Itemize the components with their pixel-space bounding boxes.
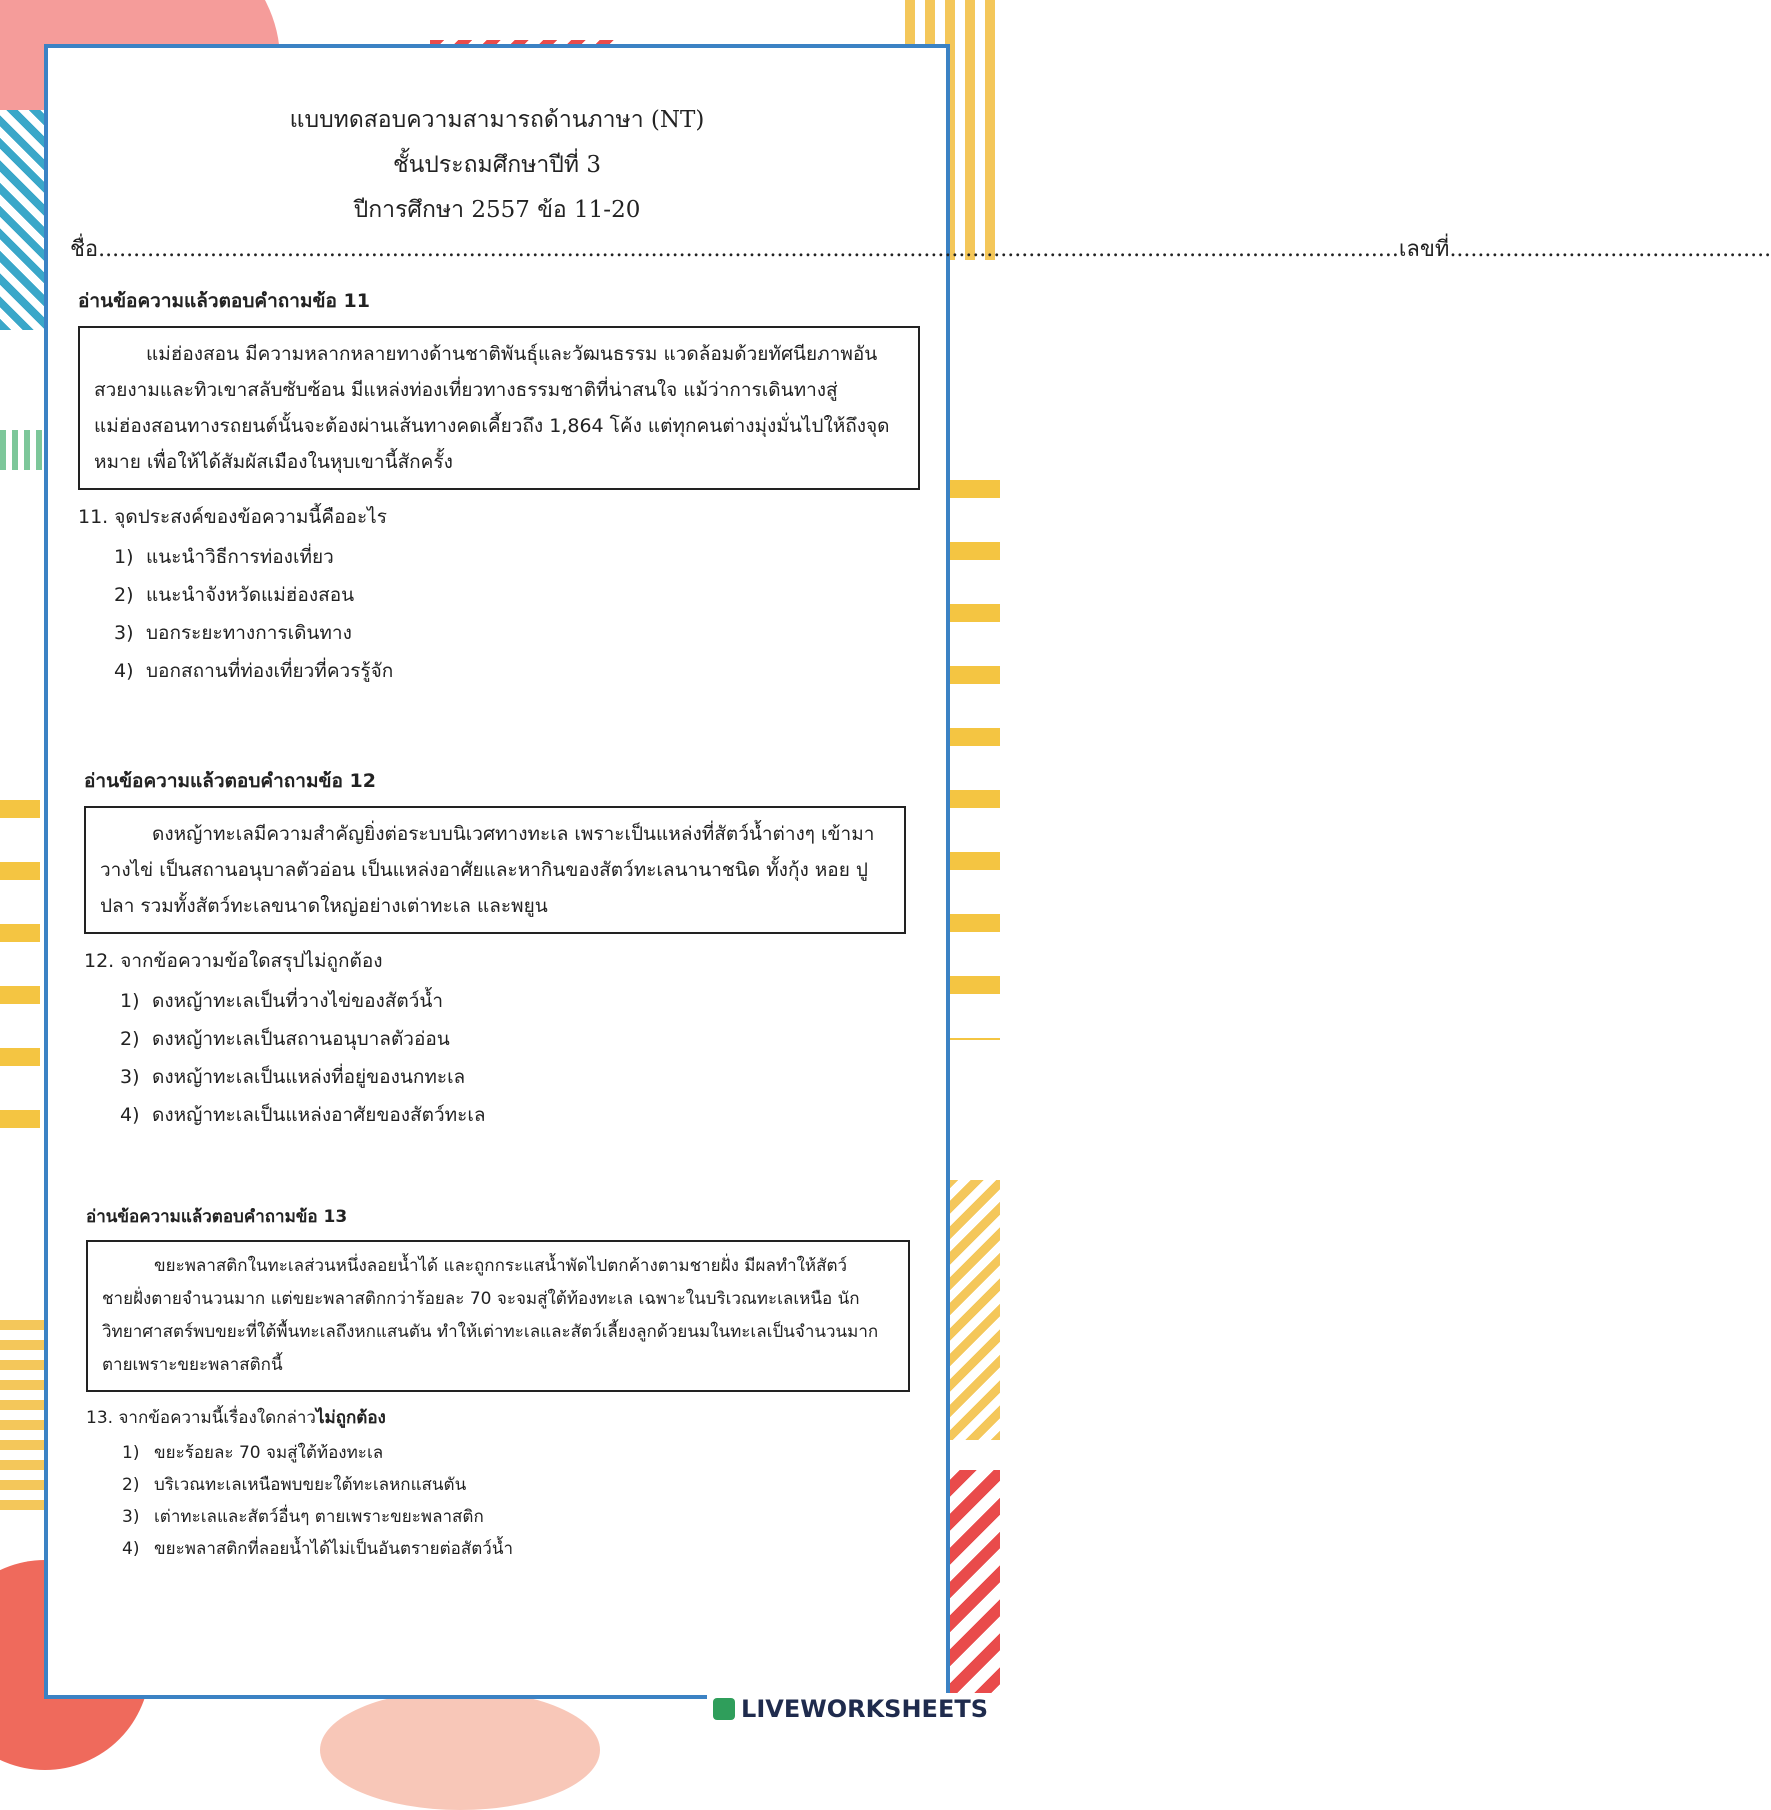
choice-option[interactable]: 4) ขยะพลาสติกที่ลอยน้ำได้ไม่เป็นอันตรายต่อสัตว์น้ำ <box>122 1539 514 1559</box>
section-title: อ่านข้อความแล้วตอบคำถามข้อ 11 <box>78 290 370 312</box>
question-section-12 <box>84 766 906 1134</box>
reading-passage: แม่ฮ่องสอน มีความหลากหลายทางด้านชาติพันธุ์และวัฒนธรรม แวดล้อมด้วยทัศนียภาพอันสวยงามและทิวเขาสลับซับซ้อน มีแหล่งท่องเที่ยวทางธรรมชาติที่น่าสนใจ แม้ว่าการเดินทางสู่แม่ฮ่องสอนทางรถยนต์นั้นจะต้องผ่านเส้นทางคดเคี้ยวถึง 1,864 โค้ง แต่ทุกคนต่างมุ่งมั่นไปให้ถึงจุดหมาย เพื่อให้ได้สัมผัสเมืองในหุบเขานี้สักครั้ง <box>78 326 920 490</box>
grade-label: ชั้นประถมศึกษาปีที่ 3 <box>392 152 602 178</box>
choice-option[interactable]: 2) ดงหญ้าทะเลเป็นสถานอนุบาลตัวอ่อน <box>120 1028 450 1050</box>
worksheet-header <box>48 98 946 233</box>
worksheet-title: แบบทดสอบความสามารถด้านภาษา (NT) <box>289 107 705 133</box>
question-text: 12. จากข้อความข้อใดสรุปไม่ถูกต้อง <box>84 950 383 972</box>
choice-option[interactable]: 1) ขยะร้อยละ 70 จมสู่ใต้ท้องทะเล <box>122 1443 384 1463</box>
choice-option[interactable]: 2) บริเวณทะเลเหนือพบขยะใต้ทะเลหกแสนตัน <box>122 1475 467 1495</box>
choice-list <box>84 982 906 1134</box>
reading-passage: ขยะพลาสติกในทะเลส่วนหนึ่งลอยน้ำได้ และถูกกระแสน้ำพัดไปตกค้างตามชายฝั่ง มีผลทำให้สัตว์ชายฝั่งตายจำนวนมาก แต่ขยะพลาสติกกว่าร้อยละ 70 จะจมสู่ใต้ท้องทะเล เฉพาะในบริเวณทะเลเหนือ นักวิทยาศาสตร์พบขยะที่ใต้พื้นทะเลถึงหกแสนตัน ทำให้เต่าทะเลและสัตว์เลี้ยงลูกด้วยนมในทะเลเป็นจำนวนมากตายเพราะขยะพลาสติกนี้ <box>86 1240 910 1392</box>
question-text: 11. จุดประสงค์ของข้อความนี้คืออะไร <box>78 506 387 528</box>
question-section-11 <box>78 286 920 690</box>
decor-circle <box>320 1690 600 1810</box>
name-field[interactable]: .......................................................................................................................................................................................... <box>98 237 1399 262</box>
liveworksheets-watermark <box>707 1693 994 1725</box>
number-label: เลขที่ <box>1398 237 1450 262</box>
decor-stripes <box>0 800 40 1160</box>
liveworksheets-logo-icon <box>713 1698 735 1720</box>
section-title: อ่านข้อความแล้วตอบคำถามข้อ 12 <box>84 770 376 792</box>
section-title: อ่านข้อความแล้วตอบคำถามข้อ 13 <box>86 1207 348 1227</box>
name-label: ชื่อ <box>70 237 99 262</box>
choice-option[interactable]: 1) แนะนำวิธีการท่องเที่ยว <box>114 546 334 568</box>
question-section-13 <box>86 1203 910 1565</box>
number-field[interactable]: .............................................. <box>1449 237 1771 262</box>
question-text: 13. จากข้อความนี้เรื่องใดกล่าวไม่ถูกต้อง <box>86 1408 386 1428</box>
choice-option[interactable]: 3) ดงหญ้าทะเลเป็นแหล่งที่อยู่ของนกทะเล <box>120 1066 466 1088</box>
choice-option[interactable]: 1) ดงหญ้าทะเลเป็นที่วางไข่ของสัตว์น้ำ <box>120 990 444 1012</box>
student-info-line <box>70 231 1771 266</box>
choice-option[interactable]: 2) แนะนำจังหวัดแม่ฮ่องสอน <box>114 584 355 606</box>
choice-option[interactable]: 4) บอกสถานที่ท่องเที่ยวที่ควรรู้จัก <box>114 660 394 682</box>
choice-option[interactable]: 4) ดงหญ้าทะเลเป็นแหล่งอาศัยของสัตว์ทะเล <box>120 1104 486 1126</box>
choice-list <box>86 1437 910 1565</box>
choice-option[interactable]: 3) บอกระยะทางการเดินทาง <box>114 622 352 644</box>
worksheet-page <box>44 44 1771 1699</box>
choice-list <box>78 538 920 690</box>
choice-option[interactable]: 3) เต่าทะเลและสัตว์อื่นๆ ตายเพราะขยะพลาสติก <box>122 1507 484 1527</box>
decor-stripes <box>0 1320 50 1520</box>
reading-passage: ดงหญ้าทะเลมีความสำคัญยิ่งต่อระบบนิเวศทางทะเล เพราะเป็นแหล่งที่สัตว์น้ำต่างๆ เข้ามาวางไข่ เป็นสถานอนุบาลตัวอ่อน เป็นแหล่งอาศัยและหากินของสัตว์ทะเลนานาชนิด ทั้งกุ้ง หอย ปู ปลา รวมทั้งสัตว์ทะเลขนาดใหญ่อย่างเต่าทะเล และพยูน <box>84 806 906 934</box>
watermark-text: LIVEWORKSHEETS <box>741 1695 988 1723</box>
year-label: ปีการศึกษา 2557 ข้อ 11-20 <box>353 197 641 223</box>
